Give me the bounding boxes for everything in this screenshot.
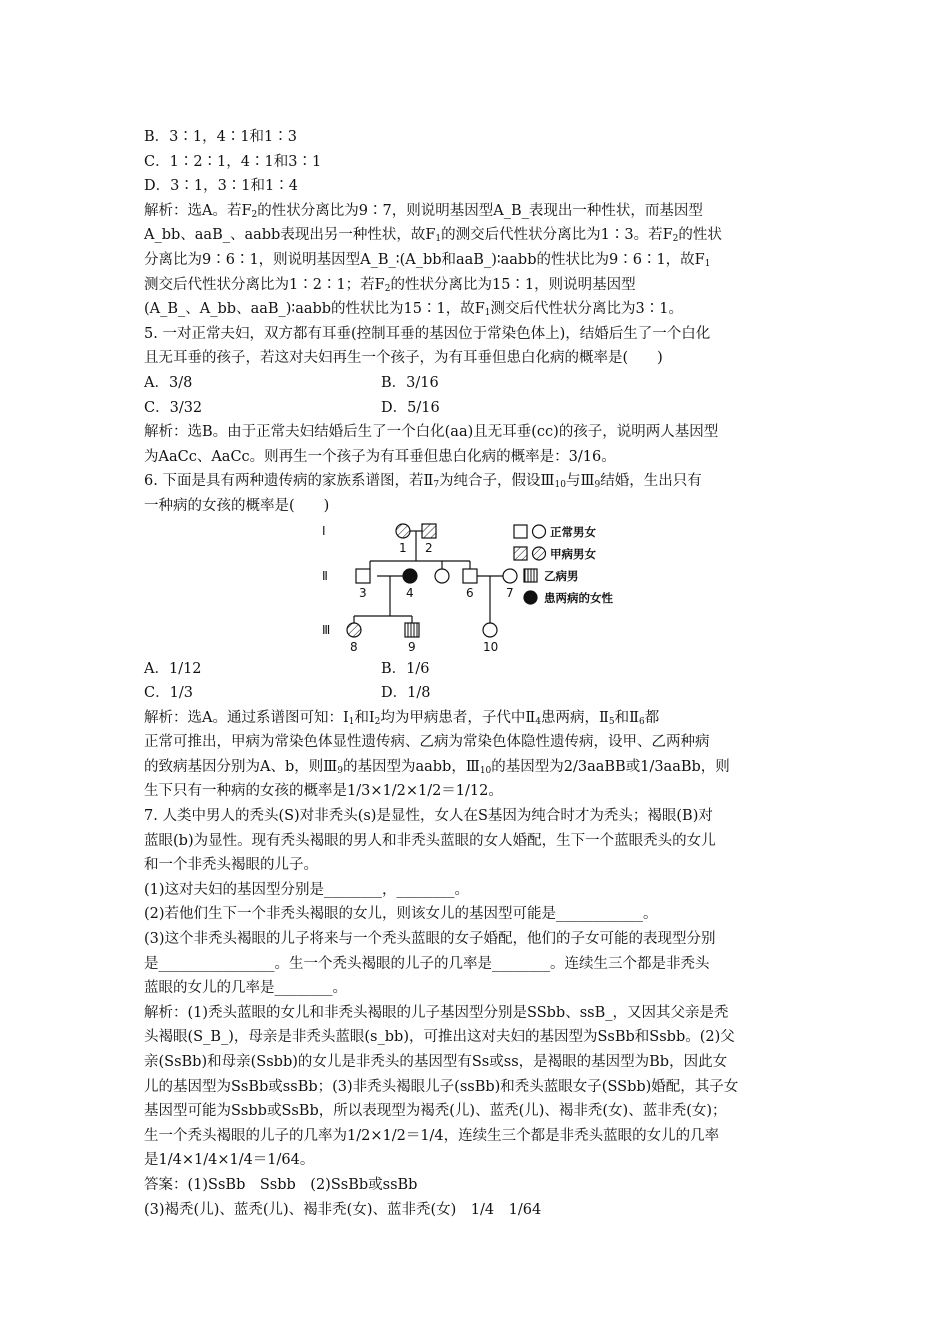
- q4-explanation-line-1: 解析：选A。若$F_2$的性状分离比为9∶7，则说明基因型A_B_表现出一种性状，而基因型: [144, 202, 703, 220]
- pedigree-II6: [463, 569, 477, 583]
- q7-part-3-line-2: 是________________。生一个秃头褐眼的儿子的几率是________。连续生三个都是非秃头: [144, 955, 710, 972]
- pedigree-I2: [422, 524, 436, 538]
- q5-explanation-line-1: 解析：选B。由于正常夫妇结婚后生了一个白化(aa)且无耳垂(cc)的孩子，说明两人基因型: [144, 424, 719, 441]
- legend-normal-label: 正常男女: [550, 524, 596, 539]
- pedigree-chart: [320, 521, 640, 655]
- q6-options-row-1: [144, 657, 808, 682]
- pedigree-III9: [405, 623, 419, 637]
- q6-explanation-line-2: 正常可推出，甲病为常染色体显性遗传病、乙病为常染色体隐性遗传病，设甲、乙两种病: [144, 734, 710, 751]
- q7-explanation-line-2: 头褐眼(S_B_)，母亲是非秃头蓝眼(s_bb)，可推出这对夫妇的基因型为SsBb和Ssbb。(2)父: [144, 1029, 735, 1046]
- q5-option-c: C．3/32: [144, 399, 203, 416]
- q7-stem-line-3: 和一个非秃头褐眼的儿子。: [144, 857, 318, 874]
- q6-explanation-line-3: 的致病基因分别为A、b，则$Ⅲ_9$的基因型为aabb，$Ⅲ_{10}$的基因型为2/3aaBB或1/3aaBb，则: [144, 758, 730, 776]
- legend-normal-male-icon: [514, 525, 527, 538]
- q4-explanation-line-5: (A_B_、A_bb、aaB_)∶aabb的性状比为15∶1，故$F_1$测交后代性状分离比为3∶1。: [144, 301, 683, 319]
- legend-jia-label: 甲病男女: [550, 546, 596, 561]
- q7-explanation-line-6: 生一个秃头褐眼的儿子的几率为1/2×1/2＝1/4，连续生三个都是非秃头蓝眼的女儿的几率: [144, 1127, 720, 1144]
- legend-both-label: 患两病的女性: [544, 590, 613, 605]
- q4-option-b: B．3∶1，4∶1和1∶3: [144, 129, 298, 145]
- q7-part-3-line-1: (3)这个非秃头褐眼的儿子将来与一个秃头蓝眼的女子婚配，他们的子女可能的表现型分别: [144, 931, 716, 948]
- q7-explanation-line-7: 是1/4×1/4×1/4＝1/64。: [144, 1152, 315, 1169]
- pedigree-III10: [483, 623, 497, 637]
- q7-explanation-line-5: 基因型可能为Ssbb或SsBb，所以表现型为褐秃(儿)、蓝秃(儿)、褐非秃(女)、蓝非秃(女)；: [144, 1103, 727, 1120]
- q6-option-d: D．1/8: [381, 685, 431, 702]
- q5-options-row-1: [144, 371, 808, 396]
- q4-option-c: C．1∶2∶1，4∶1和3∶1: [144, 153, 322, 170]
- q7-explanation-line-4: 儿的基因型为SsBb或ssBb；(3)非秃头褐眼儿子(ssBb)和秃头蓝眼女子(SSbb)婚配，其子女: [144, 1078, 739, 1095]
- pedigree-num-7: 7: [506, 585, 514, 600]
- q4-explanation-line-3: 分离比为9∶6∶1，则说明基因型A_B_∶(A_bb和aaB_)∶aabb的性状比为9∶6∶1，故$F_1$: [144, 251, 711, 269]
- q4-option-d: D．3∶1，3∶1和1∶4: [144, 178, 298, 195]
- pedigree-num-4: 4: [406, 585, 414, 600]
- q7-answer-line-1: 答案：(1)SsBb Ssbb (2)SsBb或ssBb: [144, 1176, 418, 1193]
- q5-options-row-2: [144, 396, 808, 421]
- pedigree-III8: [347, 623, 361, 637]
- pedigree-num-9: 9: [408, 639, 416, 654]
- legend-yi-label: 乙病男: [544, 568, 579, 583]
- legend-normal-female-icon: [533, 525, 546, 538]
- pedigree-num-10: 10: [483, 639, 499, 654]
- pedigree-II5: [435, 569, 449, 583]
- pedigree-num-3: 3: [359, 585, 367, 600]
- pedigree-num-2: 2: [425, 540, 433, 555]
- q6-explanation-line-4: 生下只有一种病的女孩的概率是1/3×1/2×1/2＝1/12。: [144, 783, 503, 800]
- q4-explanation-line-2: A_bb、aaB_、aabb表现出另一种性状，故$F_1$的测交后代性状分离比为1∶3。若$F_2$的性状: [144, 227, 722, 245]
- q7-part-3-line-3: 蓝眼的女儿的几率是________。: [144, 980, 347, 997]
- q5-option-a: A．3/8: [144, 374, 193, 391]
- q6-option-b: B．1/6: [381, 660, 430, 677]
- q7-explanation-line-3: 亲(SsBb)和母亲(Ssbb)的女儿是非秃头的基因型有Ss或ss，是褐眼的基因型为Bb，因此女: [144, 1054, 728, 1070]
- q5-stem-line-1: 5. 一对正常夫妇，双方都有耳垂(控制耳垂的基因位于常染色体上)，结婚后生了一个白化: [144, 325, 711, 342]
- q6-options-row-2: [144, 681, 808, 706]
- pedigree-gen-label-2: Ⅱ: [322, 568, 328, 583]
- q7-stem-line-1: 7. 人类中男人的秃头(S)对非秃头(s)是显性，女人在S基因为纯合时才为秃头；褐眼(B)对: [144, 808, 713, 825]
- q4-explanation-line-4: 测交后代性状分离比为1∶2∶1；若$F_2$的性状分离比为15∶1，则说明基因型: [144, 276, 636, 294]
- document-page: [144, 125, 808, 1222]
- pedigree-gen-label-3: Ⅲ: [322, 622, 331, 637]
- q5-option-b: B．3/16: [381, 374, 439, 391]
- pedigree-num-6: 6: [466, 585, 474, 600]
- legend-yi-male-icon: [524, 569, 537, 582]
- q6-option-a: A．1/12: [144, 660, 202, 677]
- q7-answer-line-2: (3)褐秃(儿)、蓝秃(儿)、褐非秃(女)、蓝非秃(女) 1/4 1/64: [144, 1201, 542, 1218]
- pedigree-II3: [356, 569, 370, 583]
- legend-jia-male-icon: [514, 547, 527, 560]
- q6-stem-line-1: 6. 下面是具有两种遗传病的家族系谱图，若$Ⅱ_7$为纯合子，假设$Ⅲ_{10}$与$Ⅲ_9$结婚，生出只有: [144, 473, 702, 491]
- q7-explanation-line-1: 解析：(1)秃头蓝眼的女儿和非秃头褐眼的儿子基因型分别是SSbb、ssB_，又因其父亲是秃: [144, 1004, 729, 1021]
- pedigree-gen-label-1: Ⅰ: [322, 523, 326, 538]
- q7-part-2: (2)若他们生下一个非秃头褐眼的女儿，则该女儿的基因型可能是____________。: [144, 906, 658, 923]
- q5-option-d: D．5/16: [381, 399, 440, 416]
- q7-part-1: (1)这对夫妇的基因型分别是________，________。: [144, 881, 470, 898]
- q6-stem-line-2: 一种病的女孩的概率是( ): [144, 497, 330, 514]
- legend-both-female-icon: [524, 591, 537, 604]
- pedigree-num-1: 1: [399, 540, 407, 555]
- q7-stem-line-2: 蓝眼(b)为显性。现有秃头褐眼的男人和非秃头蓝眼的女人婚配，生下一个蓝眼秃头的女儿: [144, 832, 716, 849]
- pedigree-II4: [403, 569, 417, 583]
- q5-stem-line-2: 且无耳垂的孩子，若这对夫妇再生一个孩子，为有耳垂但患白化病的概率是( ): [144, 350, 663, 367]
- q6-explanation-line-1: 解析：选A。通过系谱图可知：$Ⅰ_1$和$Ⅰ_2$均为甲病患者，子代中$Ⅱ_4$患两病，$Ⅱ_5$和$Ⅱ_6$都: [144, 709, 660, 727]
- q5-explanation-line-2: 为AaCc、AaCc。则再生一个孩子为有耳垂但患白化病的概率是：3/16。: [144, 448, 616, 465]
- q6-option-c: C．1/3: [144, 685, 193, 702]
- legend-jia-female-icon: [533, 547, 546, 560]
- pedigree-II7: [503, 569, 517, 583]
- pedigree-I1: [396, 524, 410, 538]
- pedigree-num-8: 8: [350, 639, 358, 654]
